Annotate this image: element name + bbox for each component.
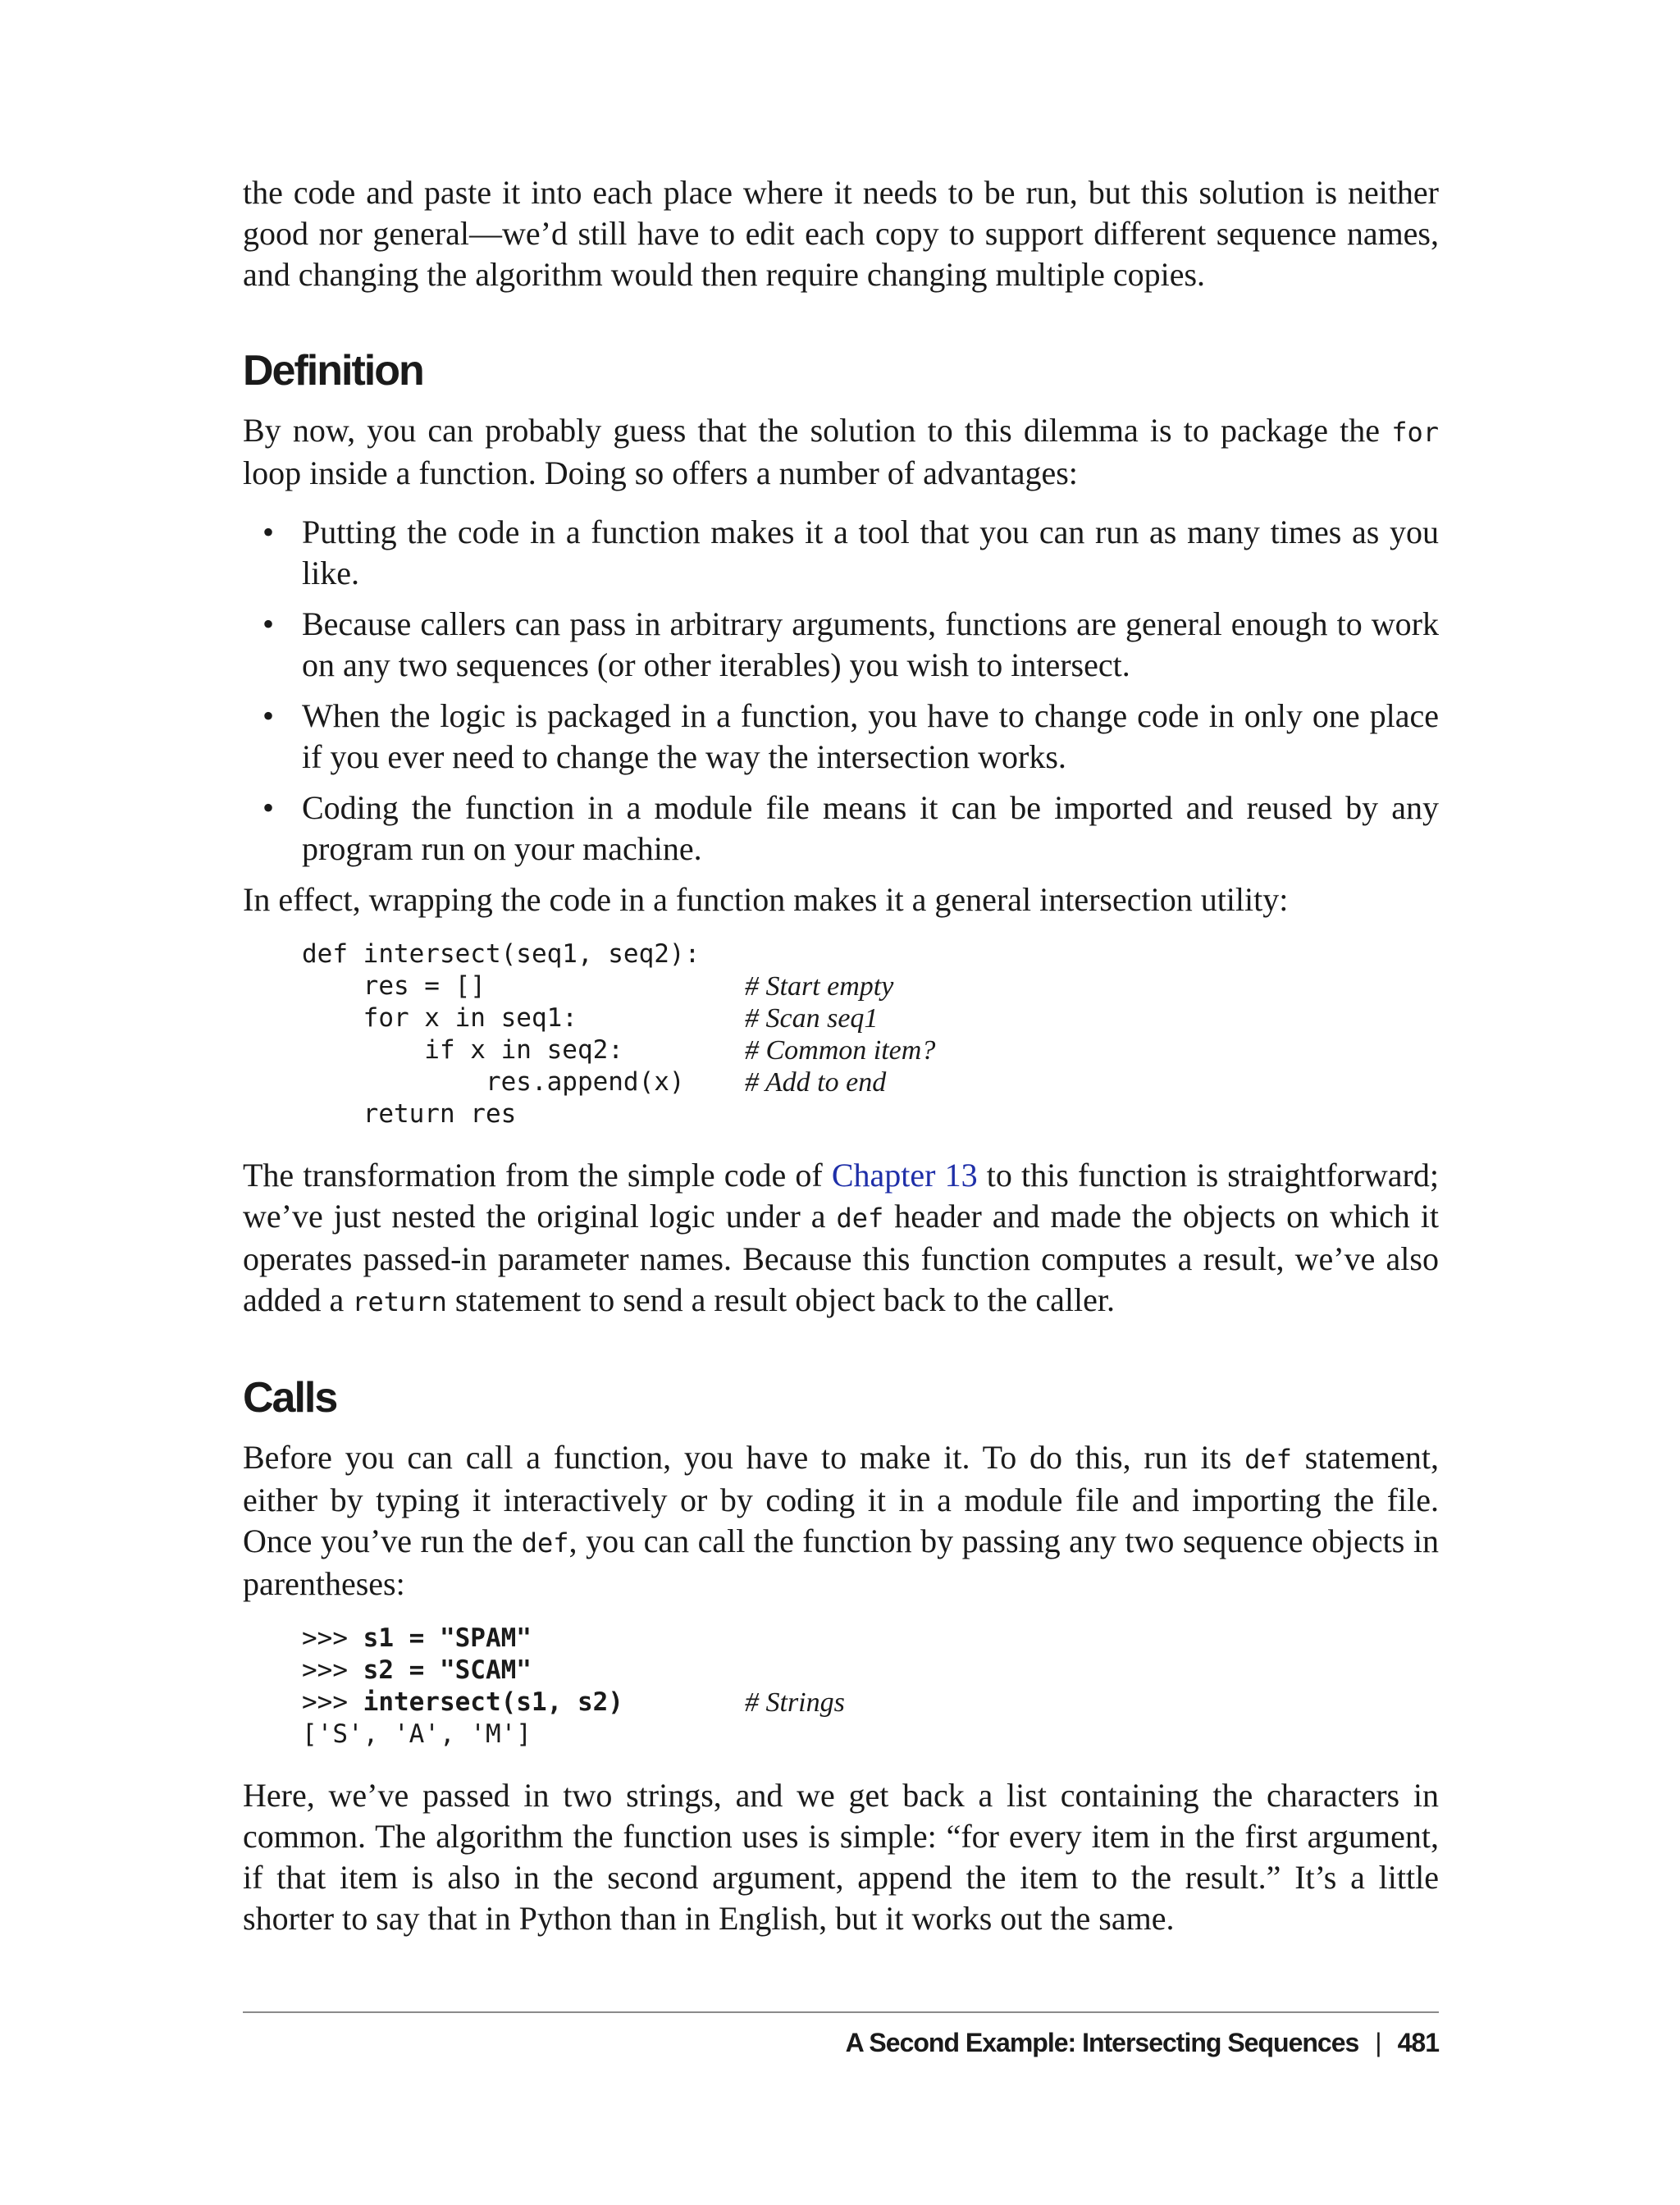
calls-paragraph-1 — [243, 1437, 1439, 1605]
list-item — [243, 512, 1439, 594]
text-span: Before you can call a function, you have to make it. To do this, run its — [243, 1439, 1245, 1476]
code-comment: # Strings — [745, 1687, 845, 1718]
bullet-icon: • — [262, 514, 275, 550]
code-comment: # Start empty — [745, 971, 894, 1002]
code-comment: # Add to end — [745, 1067, 887, 1098]
code-line — [302, 938, 1439, 970]
definition-paragraph-1 — [243, 410, 1439, 494]
definition-paragraph-2: In effect, wrapping the code in a function makes it a general intersection utility: — [243, 881, 1289, 918]
footer-separator: | — [1375, 2028, 1381, 2057]
code-comment: # Scan seq1 — [745, 1003, 879, 1034]
code-line — [302, 1066, 1439, 1098]
page-footer — [243, 2011, 1439, 2057]
text-span: loop inside a function. Doing so offers a number of advantages: — [243, 454, 1078, 491]
page-content — [243, 172, 1439, 1939]
footer-title: A Second Example: Intersecting Sequences — [845, 2028, 1359, 2057]
list-item — [243, 788, 1439, 870]
heading-definition: Definition — [243, 347, 423, 395]
code-line — [302, 1034, 1439, 1066]
advantages-list — [243, 512, 1439, 870]
code-prompt: >>> — [302, 1655, 363, 1685]
page-number: 481 — [1397, 2028, 1439, 2057]
bullet-icon: • — [262, 789, 275, 826]
code-prompt: >>> — [302, 1687, 363, 1717]
code-text: ['S', 'A', 'M'] — [302, 1719, 532, 1749]
code-block-calls — [302, 1623, 1439, 1751]
chapter-13-link[interactable]: Chapter 13 — [831, 1157, 978, 1194]
text-span: The transformation from the simple code of — [243, 1157, 832, 1194]
list-item-text: Putting the code in a function makes it a tool that you can run as many times as you like. — [302, 514, 1439, 591]
inline-code-def: def — [836, 1203, 884, 1234]
code-text: for x in seq1: — [302, 1003, 578, 1033]
heading-calls: Calls — [243, 1374, 337, 1422]
list-item-text: Coding the function in a module file means it can be imported and reused by any program run on your machine. — [302, 789, 1439, 867]
inline-code-for: for — [1391, 417, 1439, 448]
intro-paragraph: the code and paste it into each place where it needs to be run, but this solution is neither good nor general—we’d still have to edit each copy to support different sequence names, and changing the algorithm would then require changing multiple copies. — [243, 174, 1439, 293]
code-text: s1 = "SPAM" — [363, 1623, 532, 1653]
list-item — [243, 696, 1439, 778]
code-text: res.append(x) — [302, 1067, 685, 1097]
code-line — [302, 1719, 1439, 1751]
code-block-intersect — [302, 938, 1439, 1130]
code-line — [302, 970, 1439, 1002]
bullet-icon: • — [262, 605, 275, 642]
code-comment: # Common item? — [745, 1035, 936, 1066]
code-line — [302, 1623, 1439, 1655]
list-item-text: When the logic is packaged in a function, you have to change code in only one place if you ever need to change the way the intersection works. — [302, 697, 1439, 775]
code-text: intersect(s1, s2) — [363, 1687, 623, 1717]
code-line — [302, 1098, 1439, 1130]
definition-paragraph-3 — [243, 1155, 1439, 1322]
inline-code-def: def — [521, 1527, 569, 1559]
calls-paragraph-2: Here, we’ve passed in two strings, and we get back a list containing the characters in common. The algorithm the function uses is simple: “for every item in the first argument, if that item is also in the second argument, append the item to the result.” It’s a little shorter to say that in Python than in English, but it works out the same. — [243, 1777, 1439, 1937]
inline-code-def: def — [1244, 1444, 1292, 1475]
bullet-icon: • — [262, 697, 275, 734]
code-text: if x in seq2: — [302, 1035, 623, 1065]
text-span: statement, either by typing it interactively or by coding it in a module file and importing the file. Once you’ve run the — [243, 1439, 1439, 1559]
code-prompt: >>> — [302, 1623, 363, 1653]
text-span: header and made the objects on which it operates passed-in parameter names. Because this function computes a result, we’ve also added a — [243, 1198, 1439, 1318]
code-text: def intersect(seq1, seq2): — [302, 939, 701, 969]
text-span: , you can call the function by passing any two sequence objects in parentheses: — [243, 1522, 1439, 1602]
list-item — [243, 604, 1439, 686]
code-text: return res — [302, 1099, 517, 1129]
code-line — [302, 1687, 1439, 1719]
code-text: res = [] — [302, 971, 486, 1001]
text-span: statement to send a result object back to the caller. — [446, 1281, 1116, 1318]
code-line — [302, 1655, 1439, 1687]
list-item-text: Because callers can pass in arbitrary arguments, functions are general enough to work on any two sequences (or other iterables) you wish to intersect. — [302, 605, 1439, 683]
running-footer — [846, 2028, 1439, 2058]
inline-code-return: return — [352, 1286, 447, 1317]
code-text: s2 = "SCAM" — [363, 1655, 532, 1685]
text-span: to this function is straightforward; we’ve just nested the original logic under a — [243, 1157, 1439, 1235]
code-line — [302, 1002, 1439, 1034]
text-span: By now, you can probably guess that the solution to this dilemma is to package the — [243, 412, 1392, 449]
